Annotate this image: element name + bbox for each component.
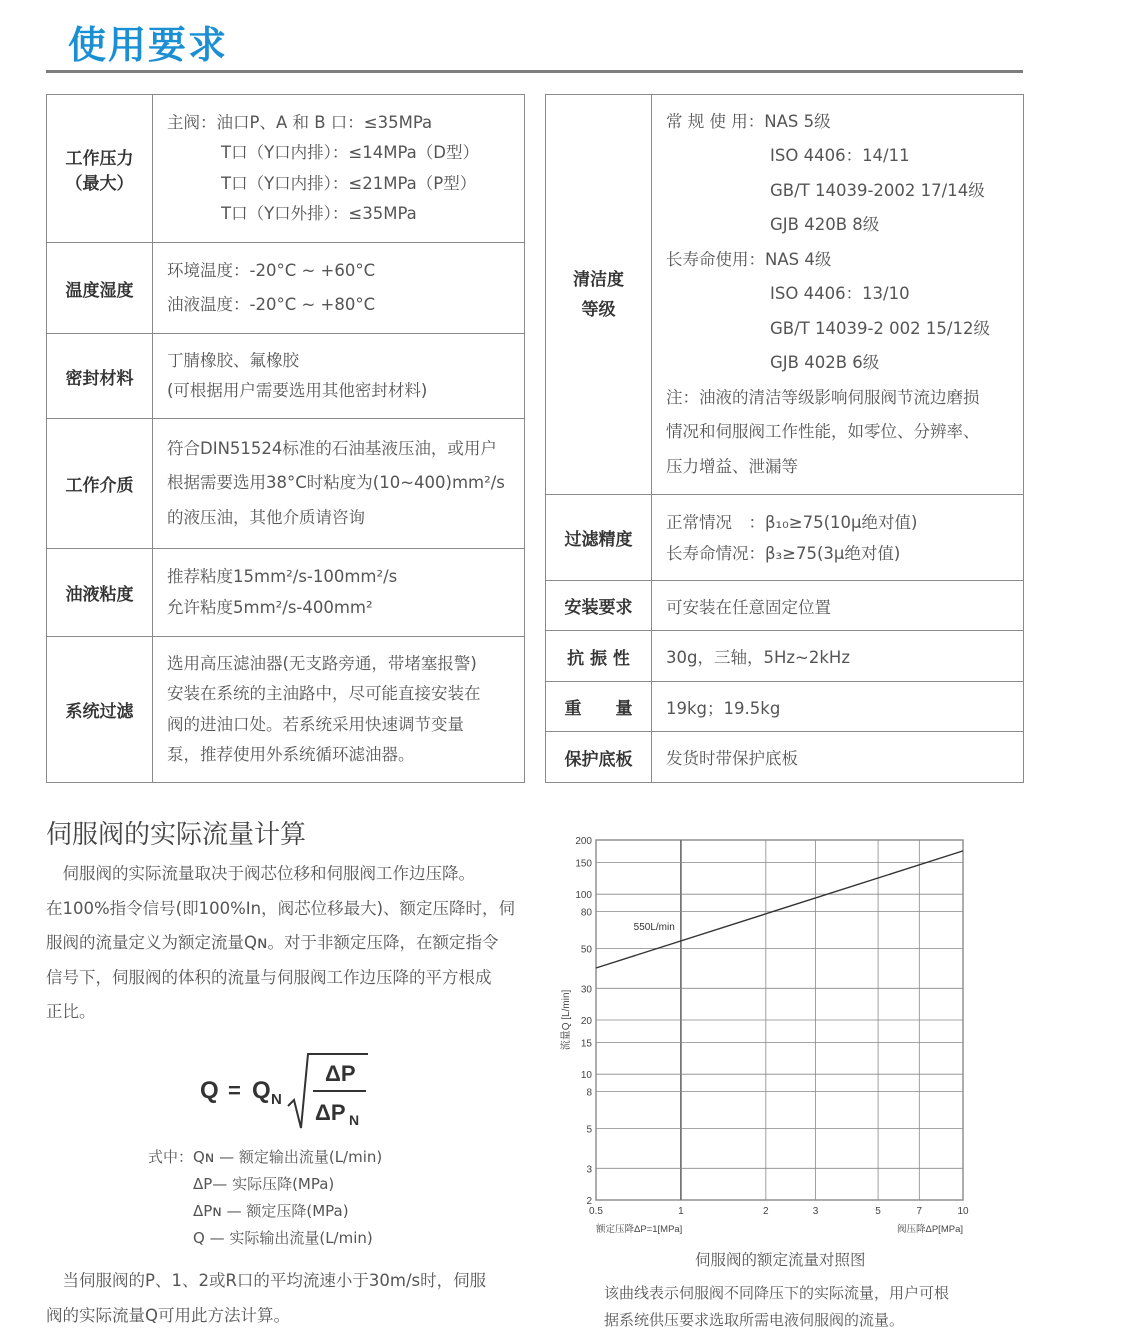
y-tick-label: 15 (580, 1038, 592, 1050)
formula-q: Q (200, 1077, 219, 1104)
formula-numerator: ΔP (325, 1061, 356, 1086)
flow-curve (596, 851, 963, 968)
y-axis-label: 流量Q [L/min] (561, 989, 572, 1051)
spec-value: 选用高压滤油器(无支路旁通，带堵塞报警) 安装在系统的主油路中，尽可能直接安装在 阀的进油口处。若系统采用快速调节变量 泵，推荐使用外系统循环滤油器。 (153, 637, 525, 783)
spec-row-vibration (546, 631, 1024, 682)
x-axis-label-left: 额定压降ΔP=1[MPa] (596, 1224, 683, 1235)
y-tick-label: 10 (580, 1070, 592, 1082)
y-tick-label: 50 (580, 944, 592, 956)
spec-value: 丁腈橡胶、氟橡胶 (可根据用户需要选用其他密封材料) (153, 334, 525, 419)
flow-chart (556, 832, 976, 1252)
formula-qn-subscript: N (271, 1091, 282, 1108)
y-tick-label: 100 (575, 890, 592, 902)
x-tick-label: 1 (678, 1206, 684, 1217)
spec-value: 可安装在任意固定位置 (652, 581, 1024, 631)
spec-row-installation (546, 581, 1024, 631)
spec-row-seal (47, 334, 525, 419)
y-tick-label: 20 (580, 1016, 592, 1027)
spec-value: 19kg；19.5kg (652, 682, 1024, 732)
spec-label: 油液粘度 (47, 549, 153, 637)
chart-note: 该曲线表示伺服阀不同降压下的实际流量，用户可根 据系统供压要求选取所需电液伺服阀的流量。 (604, 1284, 950, 1329)
formula-legend: 式中：Qɴ — 额定输出流量(L/min) ΔP— 实际压降(MPa) ΔPɴ — 额定压降(MPa) Q — 实际输出流量(L/min) (148, 1148, 383, 1247)
y-tick-label: 80 (580, 907, 592, 919)
spec-value: 发货时带保护底板 (652, 732, 1024, 783)
spec-row-cleanliness (546, 95, 1024, 495)
y-tick-label: 3 (586, 1164, 592, 1176)
formula-equals: = (228, 1078, 241, 1103)
spec-value: 主阀：油口P、A 和 B 口：≤35MPa T口（Y口内排）：≤14MPa（D型） T口（Y口内排）：≤21MPa（P型） T口（Y口外排）：≤35MPa (153, 95, 525, 243)
page-title: 使用要求 (68, 23, 229, 67)
section-heading: 伺服阀的实际流量计算 (46, 820, 307, 850)
x-tick-label: 2 (763, 1206, 769, 1217)
formula-den-subscript: N (349, 1112, 360, 1128)
spec-label: 工作压力 （最大） (47, 95, 153, 243)
spec-label: 保护底板 (546, 732, 652, 783)
formula-qn: Q (252, 1077, 271, 1104)
y-tick-label: 200 (575, 836, 592, 847)
spec-row-filter-precision (546, 495, 1024, 581)
spec-label: 工作介质 (47, 419, 153, 549)
spec-label: 过滤精度 (546, 495, 652, 581)
x-tick-label: 10 (957, 1206, 969, 1217)
spec-row-pressure (47, 95, 525, 243)
y-tick-label: 150 (575, 858, 592, 870)
spec-label: 系统过滤 (47, 637, 153, 783)
spec-label: 密封材料 (47, 334, 153, 419)
spec-row-viscosity (47, 549, 525, 637)
title-divider (46, 70, 1023, 73)
y-tick-label: 8 (586, 1087, 592, 1099)
right-spec-table (545, 94, 1024, 783)
x-axis-label-right: 阀压降ΔP[MPa] (897, 1224, 963, 1235)
spec-value: 符合DIN51524标准的石油基液压油，或用户 根据需要选用38°C时粘度为(10~400)mm²/s 的液压油，其他介质请咨询 (153, 419, 525, 549)
flow-formula (200, 1050, 400, 1135)
spec-value: 正常情况 ：β₁₀≥75(10μ绝对值) 长寿命情况：β₃≥75(3μ绝对值) (652, 495, 1024, 581)
spec-row-filtration (47, 637, 525, 783)
spec-label: 清洁度 等级 (546, 95, 652, 495)
spec-row-weight (546, 682, 1024, 732)
spec-row-base-plate (546, 732, 1024, 783)
intro-paragraph: 伺服阀的实际流量取决于阀芯位移和伺服阀工作边压降。 在100%指令信号(即100%In，阀芯位移最大)、额定压降时，伺 服阀的流量定义为额定流量Qɴ。对于非额定压降，在额定指令 信号下，伺服阀的体积的流量与伺服阀工作边压降的平方根成 正比。 (46, 864, 516, 1021)
curve-annotation: 550L/min (633, 922, 675, 934)
spec-label: 温度湿度 (47, 243, 153, 334)
x-tick-label: 5 (875, 1206, 881, 1217)
y-tick-label: 2 (586, 1196, 592, 1207)
x-tick-label: 7 (916, 1206, 923, 1217)
spec-value: 推荐粘度15mm²/s-100mm²/s 允许粘度5mm²/s-400mm² (153, 549, 525, 637)
formula-denominator: ΔP (315, 1100, 346, 1125)
y-tick-label: 30 (580, 984, 592, 996)
spec-label: 重 量 (546, 682, 652, 732)
y-tick-label: 5 (586, 1124, 592, 1136)
spec-value: 30g，三轴，5Hz~2kHz (652, 631, 1024, 682)
x-tick-label: 3 (812, 1206, 819, 1217)
spec-row-temperature (47, 243, 525, 334)
left-spec-table (46, 94, 525, 783)
closing-paragraph: 当伺服阀的P、1、2或R口的平均流速小于30m/s时，伺服 阀的实际流量Q可用此方法计算。 (46, 1271, 487, 1325)
spec-value: 常 规 使 用：NAS 5级 ISO 4406：14/11 GB/T 14039-2002 17/14级 GJB 420B 8级 长寿命使用：NAS 4级 ISO 4406：13/10 GB/T 14039-2 002 15/12级 GJB 402B 6级 注：油液的清洁等级影响伺服阀节流边磨损 情况和伺服阀工作性能，如零位、分辨率、 压力增益、泄漏等 (652, 95, 1024, 495)
spec-row-medium (47, 419, 525, 549)
x-tick-label: 0.5 (589, 1206, 603, 1217)
spec-value: 环境温度：-20°C ~ +60°C 油液温度：-20°C ~ +80°C (153, 243, 525, 334)
spec-label: 安装要求 (546, 581, 652, 631)
chart-caption: 伺服阀的额定流量对照图 (695, 1251, 866, 1269)
spec-label: 抗 振 性 (546, 631, 652, 682)
